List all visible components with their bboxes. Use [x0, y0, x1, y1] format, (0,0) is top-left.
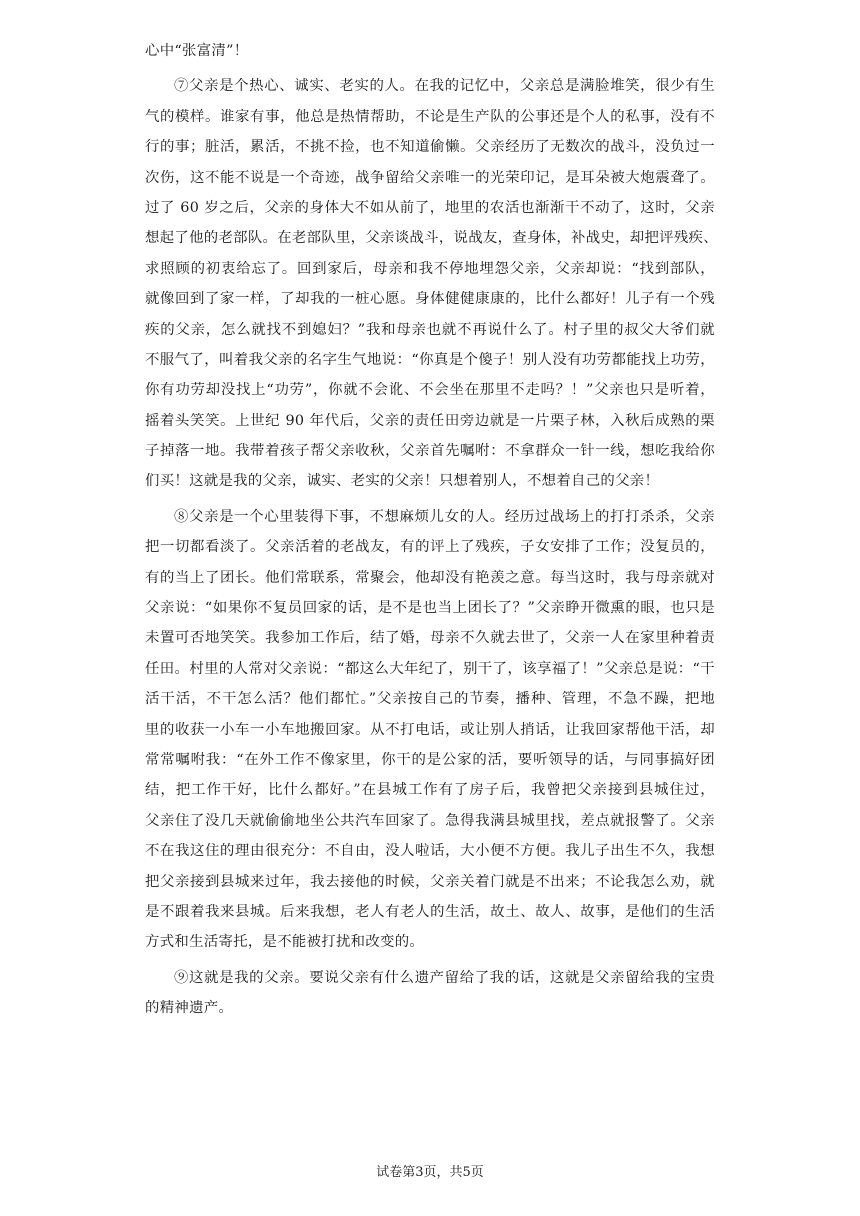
paragraph-line: 不在我这住的理由很充分：不自由，没人啦话，大小便不方便。我儿子出生不久，我想: [145, 843, 715, 860]
paragraph-line: 里的收获一小车一小车地搬回家。从不打电话，或让别人捎话，让我回家帮他干活，却: [145, 721, 715, 738]
paragraph-line: 次伤，这不能不说是一个奇迹，战争留给父亲唯一的光荣印记，是耳朵被大炮震聋了。: [145, 169, 715, 186]
paragraph-line: 常常嘱咐我：“在外工作不像家里，你干的是公家的活，要听领导的话，与同事搞好团: [145, 751, 715, 768]
paragraph-line: 任田。村里的人常对父亲说：“都这么大年纪了，别干了，该享福了！”父亲总是说：“干: [145, 660, 715, 677]
paragraph-line: 未置可否地笑笑。我参加工作后，结了婚，母亲不久就去世了，父亲一人在家里种着责: [145, 630, 715, 647]
paragraph-line: 把父亲接到县城来过年，我去接他的时候，父亲关着门就是不出来；不论我怎么劝，就: [145, 873, 715, 890]
paragraph-line: 气的模样。谁家有事，他总是热情帮助，不论是生产队的公事还是个人的私事，没有不: [145, 108, 715, 125]
paragraph-line: 子掉落一地。我带着孩子帮父亲收秋，父亲首先嘱咐：不拿群众一针一线，想吃我给你: [145, 443, 715, 460]
paragraph-line: 求照顾的初衷给忘了。回到家后，母亲和我不停地埋怨父亲，父亲却说：“找到部队，: [145, 260, 715, 277]
paragraph-line: ⑦父亲是个热心、诚实、老实的人。在我的记忆中，父亲总是满脸堆笑，很少有生: [174, 78, 715, 95]
document-page: [145, 36, 718, 1024]
paragraph-line: 父亲说：“如果你不复员回家的话，是不是也当上团长了？”父亲睁开微熏的眼，也只是: [145, 600, 715, 617]
paragraph-line: 的精神遗产。: [145, 1000, 234, 1017]
paragraph-line: 方式和生活寄托，是不能被打扰和改变的。: [145, 934, 425, 951]
paragraph-line: 结，把工作干好，比什么都好。”在县城工作有了房子后，我曾把父亲接到县城住过，: [145, 782, 715, 799]
intro-line: 心中“张富清”！: [145, 43, 249, 59]
page-footer: 试卷第3页，共5页: [376, 1165, 484, 1180]
paragraph-line: 就像回到了家一样，了却我的一桩心愿。身体健健康康的，比什么都好！儿子有一个残: [145, 291, 715, 308]
paragraph-line: 活干活，不干怎么活？他们都忙。”父亲按自己的节奏，播种、管理，不急不躁，把地: [145, 691, 715, 708]
paragraph-line: 你有功劳却没找上“功劳”，你就不会讹、不会坐在那里不走吗？！”父亲也只是听着，: [145, 382, 715, 399]
paragraph-line: 把一切都看淡了。父亲活着的老战友，有的评上了残疾，子女安排了工作；没复员的，: [145, 539, 715, 556]
paragraph-line: 想起了他的老部队。在老部队里，父亲谈战斗，说战友，查身体，补战史，却把评残疾、: [145, 230, 718, 247]
paragraph-9: [145, 963, 715, 1024]
paragraph-line: 行的事；脏活，累活，不挑不捡，也不知道偷懒。父亲经历了无数次的战斗，没负过一: [145, 139, 715, 156]
paragraph-line: 是不跟着我来县城。后来我想，老人有老人的生活，故土、故人、故事，是他们的生活: [145, 903, 715, 920]
paragraph-line: ⑨这就是我的父亲。要说父亲有什么遗产留给了我的话，这就是父亲留给我的宝贵: [174, 969, 715, 986]
intro-text: [145, 36, 715, 66]
paragraph-line: 有的当上了团长。他们常联系，常聚会，他却没有艳羡之意。每当这时，我与母亲就对: [145, 569, 715, 586]
paragraph-line: 父亲住了没几天就偷偷地坐公共汽车回家了。急得我满县城里找，差点就报警了。父亲: [145, 812, 715, 829]
paragraph-line: 摇着头笑笑。上世纪 90 年代后，父亲的责任田旁边就是一片栗子林，入秋后成熟的栗: [145, 412, 715, 429]
paragraph-7: [145, 71, 718, 496]
paragraph-line: 过了 60 岁之后，父亲的身体大不如从前了，地里的农活也渐渐干不动了，这时，父亲: [145, 199, 715, 216]
paragraph-line: ⑧父亲是一个心里装得下事，不想麻烦儿女的人。经历过战场上的打打杀杀，父亲: [174, 508, 715, 525]
article-body: [145, 66, 718, 1023]
paragraph-8: [145, 502, 715, 958]
paragraph-line: 疾的父亲，怎么就找不到媳妇？”我和母亲也就不再说什么了。村子里的叔父大爷们就: [145, 321, 715, 338]
paragraph-line: 们买！这就是我的父亲，诚实、老实的父亲！只想着别人，不想着自己的父亲！: [145, 473, 660, 490]
paragraph-line: 不服气了，叫着我父亲的名字生气地说：“你真是个傻子！别人没有功劳都能找上功劳，: [145, 351, 715, 368]
